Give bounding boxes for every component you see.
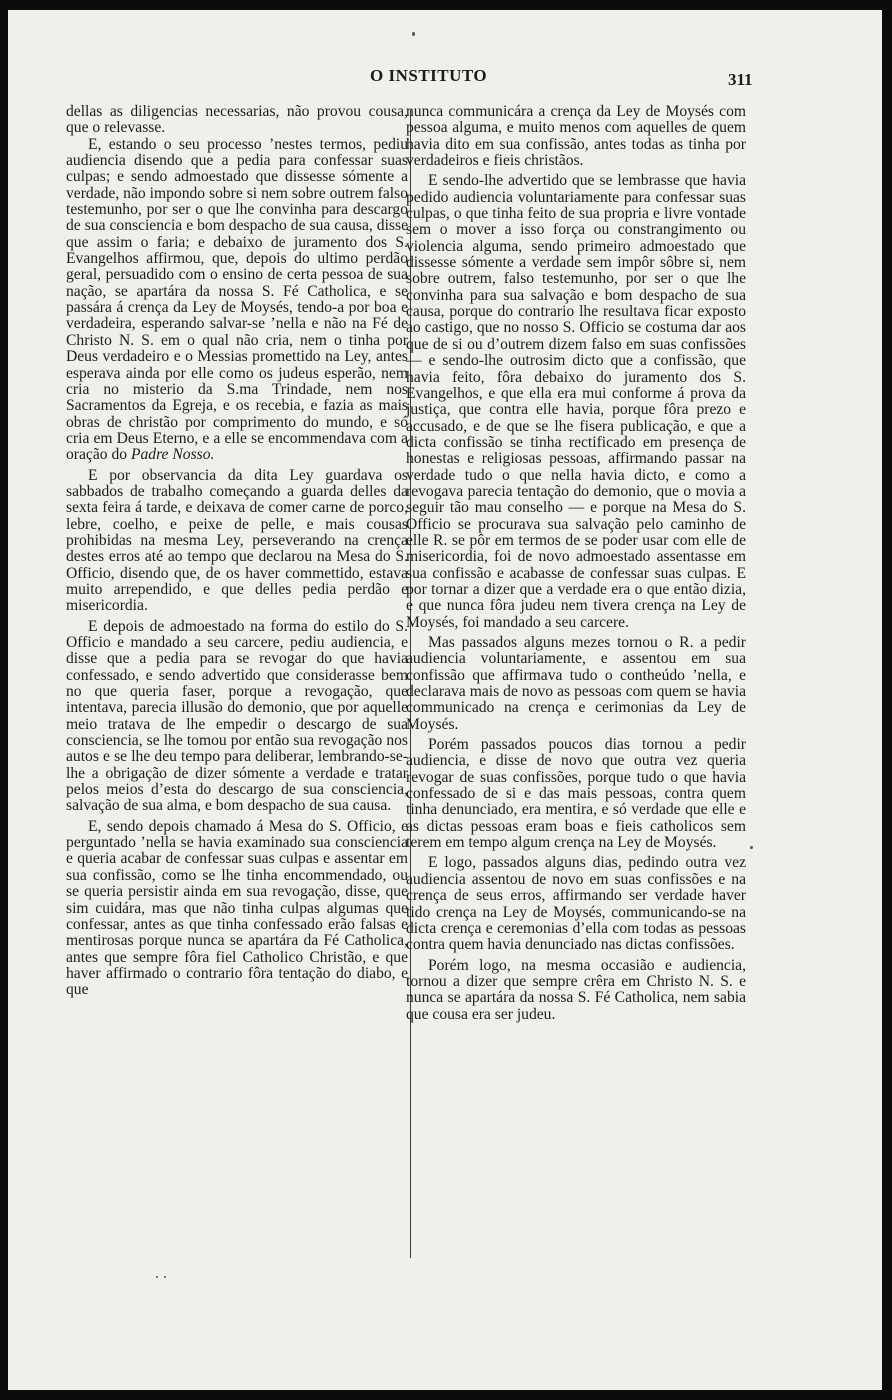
prayer-title: Padre Nosso.: [130, 446, 215, 464]
journal-title: O INSTITUTO: [370, 66, 488, 85]
paragraph: Porém logo, na mesma occasião e audiencia, tornou a dizer que sempre crêra em Christo N. S. e nunca se apartára da nossa S. Fé Catholica, nem sabia que cousa era ser judeu.: [406, 956, 746, 1023]
paragraph: E por observancia da dita Ley guardava os sabbados de trabalho começando a guarda delles da sexta feira á tarde, e deixava de comer carne de porco, lebre, coelho, e peixe de pelle, e mais cousas prohibidas na mesma Ley, perseverando na crença destes erros até ao tempo que declarou na Mesa do S. Officio, disendo que, de os haver commettido, estava muito arrependido, e que delles pedia perdão e misericordia.: [66, 466, 408, 615]
left-column: [66, 104, 408, 999]
page-header: [8, 66, 882, 94]
page-sheet: [8, 10, 882, 1390]
paragraph: E sendo-lhe advertido que se lembrasse que havia pedido audiencia voluntariamente para confessar suas culpas, o que tinha feito de sua propria e livre vontade sem o mover a isso força ou constrangimento ou violencia alguma, sendo primeiro admoestado que dissesse sómente a verdade sem impôr sôbre si, nem sobre outrem, falso testemunho, por ser o que lhe convinha para sua salvação e bom despacho de sua causa, porque do contrario lhe resultava ficar exposto ao castigo, que no nosso S. Officio se costuma dar aos que de si ou d’outrem dizem falso em suas confissões — e sendo-lhe outrosim dicto que a confissão, que havia feito, fôra debaixo do juramento dos S. Evangelhos, e que ella era mui conforme á prova da justiça, que contra elle havia, porque fôra prezo e accusado, e de que se lhe fisera publicação, e que a dicta confissão se tinha rectificado em presença de honestas e religiosas pessoas, affirmando passar na verdade tudo o que nella havia dicto, e como a revogava parecia tentação do demonio, que o movia a seguir tão mau conselho — e porque na Mesa do S. Officio se procurava sua salvação pelo caminho de elle R. se pôr em termos de se poder usar com elle de misericordia, foi de novo admoestado assentasse em sua confissão e acabasse de confessar suas culpas. E por tornar a dizer que a verdade era o que então dizia, e que nunca fôra judeu nem tivera crença na Ley de Moysés, foi mandado a seu carcere.: [406, 172, 746, 631]
paragraph: E logo, passados alguns dias, pedindo outra vez audiencia assentou de novo em suas confissões e na crença de seus erros, affirmando ser verdade haver tido crença na Ley de Moysés, communicando-se na dicta crença e ceremonias d’ella com todas as pessoas contra quem havia denunciado nas dictas confissões.: [406, 854, 746, 954]
paper-speck: [750, 846, 753, 849]
paper-speck: [164, 1276, 166, 1278]
paragraph: Mas passados alguns mezes tornou o R. a pedir audiencia voluntariamente, e assentou em sua confissão que affirmava tudo o contheúdo ’nella, e declarava mais de novo as pessoas com quem se havia communicado na crença e cerimonias da Ley de Moysés.: [406, 634, 746, 733]
paragraph: dellas as diligencias necessarias, não provou cousa, que o relevasse.: [66, 103, 408, 137]
paragraph: [66, 137, 408, 464]
paragraph: E depois de admoestado na forma do estilo do S. Officio e mandado a seu carcere, pediu audiencia, e disse que a pedia para se revogar do que havia confessado, e sendo advertido que considerasse bem no que queria faser, porque a revogação, que intentava, parecia illusão do demonio, que por aquelle meio tratava de lhe empedir o descargo de sua consciencia, se lhe tomou por então sua revogação nos autos e se lhe deu tempo para deliberar, lembrando-se-lhe a obrigação de dizer sómente a verdade e tratar pelos meios d’esta do descargo de sua consciencia, salvação de sua alma, e bom despacho de sua causa.: [66, 617, 408, 815]
page-number: 311: [728, 70, 753, 89]
paper-speck: [412, 32, 415, 36]
right-column: [406, 104, 746, 1023]
paragraph: E, sendo depois chamado á Mesa do S. Officio, e perguntado ’nella se havia examinado sua consciencia e queria acabar de confessar suas culpas e assentar em sua confissão, como se lhe tinha encommendado, ou se queria persistir ainda em sua revogação, disse, que sim cuidára, mas que não tinha culpas algumas que confessar, antes as que tinha confessado erão falsas e mentirosas porque nunca se apartára da Fé Catholica, antes que sempre fôra fiel Catholico Christão, e que haver affirmado o contrario fôra tentação do diabo, e que: [66, 817, 408, 999]
paper-speck: [156, 1276, 158, 1278]
paragraph: Porém passados poucos dias tornou a pedir audiencia, e disse de novo que outra vez queria revogar de suas confissões, porque tudo o que havia confessado de si e das mais pessoas, contra quem tinha denunciado, era mentira, e só verdade que elle e as dictas pessoas eram boas e fieis catholicos sem terem em tempo algum crença na Ley de Moysés.: [406, 736, 746, 852]
paragraph-text: E, estando o seu processo ’nestes termos, pediu audiencia disendo que a pedia para confessar suas culpas; e sendo admoestado que dissesse sómente a verdade, não impondo sobre si nem sobre outrem falso testemunho, por ser o que lhe convinha para descargo de sua consciencia e bom despacho de sua causa, disse que assim o faria; e debaixo de juramento dos S. Evangelhos affirmou, que, depois do ultimo perdão geral, persuadido com o ensino de certa pessoa de sua nação, se apartára da nossa S. Fé Catholica, e se passára á crença da Ley de Moysés, tendo-a por boa e verdadeira, esperando salvar-se ’nella e não na Fé de Christo N. S. em o qual não cria, nem o tinha por Deus verdadeiro e o Messias promettido na Ley, antes esperava ainda por elle como os judeus esperão, nem cria no misterio da S.ma Trindade, nem nos Sacramentos da Egreja, e os recebia, e fazia as mais obras de christão por comprimento do mundo, e só cria em Deus Eterno, e a elle se encommendava com a oração do: [66, 135, 408, 464]
paragraph: nunca communicára a crença da Ley de Moysés com pessoa alguma, e muito menos com aquelles de quem havia dito em sua confissão, antes todas as tinha por verdadeiros e fieis christãos.: [406, 103, 746, 170]
